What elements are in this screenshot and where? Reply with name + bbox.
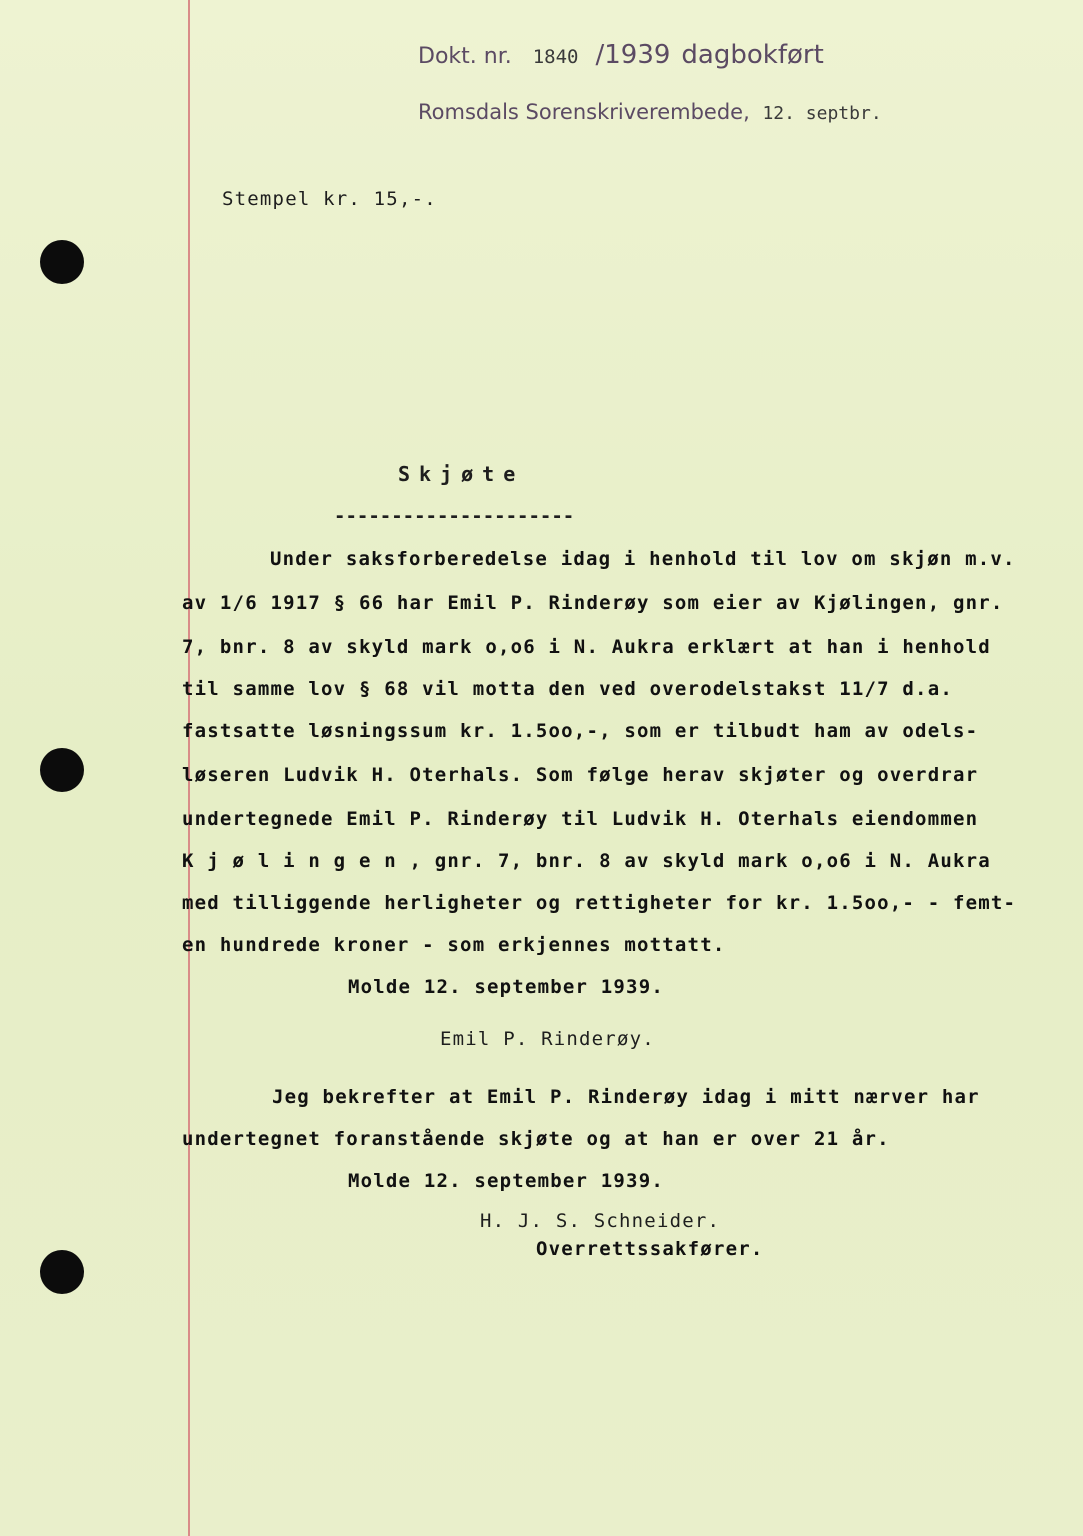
stamp-suffix: dagbokført [681,40,824,70]
punch-hole [40,1250,84,1294]
body-line: til samme lov § 68 vil motta den ved overodelstakst 11/7 d.a. [182,678,953,700]
stamp-prefix: Dokt. nr. [418,44,512,69]
body-line: en hundrede kroner - som erkjennes mottatt. [182,934,726,956]
place-date: Molde 12. september 1939. [348,1170,664,1192]
punch-hole [40,240,84,284]
stamp-office: Romsdals Sorenskriverembede, [418,100,750,124]
punch-hole [40,748,84,792]
signature-seller: Emil P. Rinderøy. [440,1028,655,1050]
signature-witness-title: Overrettssakfører. [536,1238,764,1260]
body-line: løseren Ludvik H. Oterhals. Som følge herav skjøter og overdrar [182,764,979,786]
stamp-doc-number: 1840 [532,46,579,68]
body-line: av 1/6 1917 § 66 har Emil P. Rinderøy som eier av Kjølingen, gnr. [182,592,1004,614]
body-line: med tilliggende herligheter og rettigheter for kr. 1.5oo,- - femt- [182,892,1017,914]
registration-stamp-line2 [418,100,882,124]
place-date: Molde 12. september 1939. [348,976,664,998]
title-underline: --------------------- [334,505,575,527]
stamp-year: /1939 [595,40,671,70]
body-line: undertegnede Emil P. Rinderøy til Ludvik H. Oterhals eiendommen [182,808,979,830]
body-line: fastsatte løsningssum kr. 1.5oo,-, som er tilbudt ham av odels- [182,720,979,742]
signature-witness-name: H. J. S. Schneider. [480,1210,721,1232]
attest-line: Jeg bekrefter at Emil P. Rinderøy idag i mitt nærver har [272,1086,980,1108]
stamp-date: 12. septbr. [762,103,882,124]
body-line: Under saksforberedelse idag i henhold til lov om skjøn m.v. [270,548,1016,570]
body-line: K j ø l i n g e n , gnr. 7, bnr. 8 av skyld mark o,o6 i N. Aukra [182,850,991,872]
document-title: Skjøte [398,462,525,486]
registration-stamp-line1 [418,40,824,70]
body-line: 7, bnr. 8 av skyld mark o,o6 i N. Aukra erklært at han i henhold [182,636,991,658]
attest-line: undertegnet foranstående skjøte og at han er over 21 år. [182,1128,890,1150]
stamp-duty: Stempel kr. 15,-. [222,188,437,210]
